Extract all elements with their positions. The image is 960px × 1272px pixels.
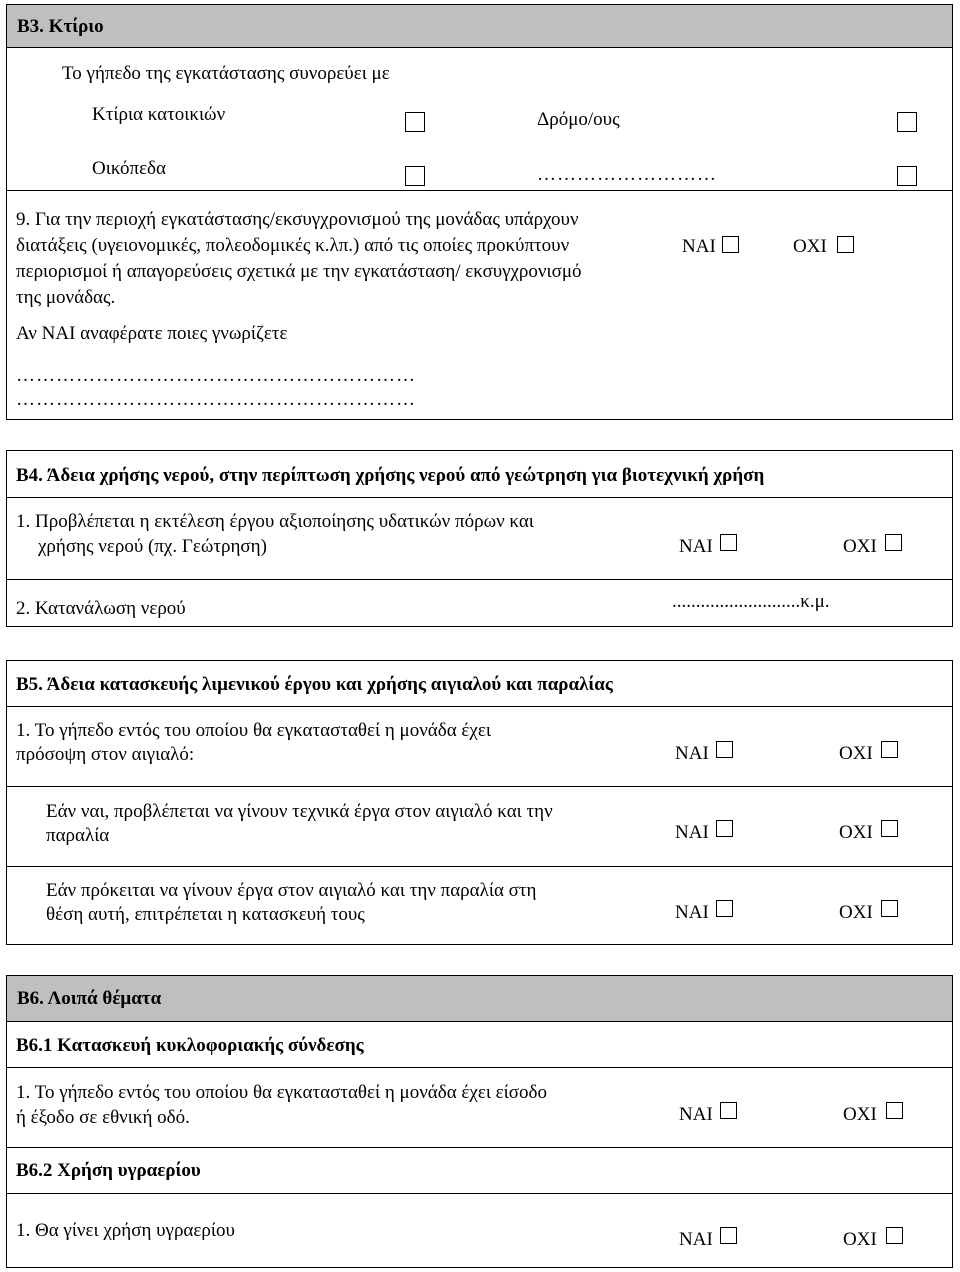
b5-q1-no-label: ΟΧΙ (839, 743, 873, 764)
b4-q2: 2. Κατανάλωση νερού (16, 598, 186, 619)
b5-divider (6, 706, 953, 707)
opt-plots-label: Οικόπεδα (92, 158, 166, 179)
b5-divider-3 (6, 866, 953, 867)
section-b6-header (6, 975, 953, 1022)
b5-q2-line1: Εάν ναι, προβλέπεται να γίνουν τεχνικά έργα στον αιγιαλό και την (46, 801, 553, 822)
b6-1-yes-label: ΝΑΙ (679, 1104, 713, 1125)
b6-divider-1 (6, 1067, 953, 1068)
b6-2-no-label: ΟΧΙ (843, 1229, 877, 1250)
section-b6-title: Β6. Λοιπά θέματα (17, 988, 162, 1009)
b5-q1-line1: 1. Το γήπεδο εντός του οποίου θα εγκατασταθεί η μονάδα έχει (16, 720, 491, 741)
b6-2-q: 1. Θα γίνει χρήση υγραερίου (16, 1220, 235, 1241)
b4-divider (6, 497, 953, 498)
b5-q3-no-checkbox[interactable] (881, 900, 898, 917)
b5-q2-yes-label: ΝΑΙ (675, 822, 709, 843)
section-b3-title: Β3. Κτίριο (17, 16, 104, 37)
opt-other-checkbox[interactable] (897, 166, 917, 186)
b5-q1-no-checkbox[interactable] (881, 741, 898, 758)
b6-divider-3 (6, 1193, 953, 1194)
b4-q1-yes-checkbox[interactable] (720, 534, 737, 551)
b6-1-yes-checkbox[interactable] (720, 1102, 737, 1119)
b3-q9-yes-checkbox[interactable] (722, 236, 739, 253)
opt-other-dots[interactable]: ……………………… (537, 164, 717, 185)
b3-q9-if-yes: Αν ΝΑΙ αναφέρατε ποιες γνωρίζετε (16, 323, 288, 344)
opt-residential-label: Κτίρια κατοικιών (92, 104, 226, 125)
b6-2-no-checkbox[interactable] (886, 1227, 903, 1244)
b6-2-yes-checkbox[interactable] (720, 1227, 737, 1244)
b3-q9-no-checkbox[interactable] (837, 236, 854, 253)
b4-q1-no-checkbox[interactable] (885, 534, 902, 551)
b4-q1-yes-label: ΝΑΙ (679, 536, 713, 557)
b5-q3-yes-checkbox[interactable] (716, 900, 733, 917)
b4-q1-no-label: ΟΧΙ (843, 536, 877, 557)
b5-q3-line1: Εάν πρόκειται να γίνουν έργα στον αιγιαλό και την παραλία στη (46, 880, 537, 901)
b5-q3-yes-label: ΝΑΙ (675, 902, 709, 923)
b3-q9-answer-line1[interactable]: …………………………………………………… (16, 365, 416, 386)
b6-1-no-label: ΟΧΙ (843, 1104, 877, 1125)
b3-q9-line3: περιορισμοί ή απαγορεύσεις σχετικά με την εγκατάσταση/ εκσυγχρονισμό (16, 261, 582, 282)
b6-2-yes-label: ΝΑΙ (679, 1229, 713, 1250)
section-b4-title: Β4. Άδεια χρήσης νερού, στην περίπτωση χρήσης νερού από γεώτρηση για βιοτεχνική χρήση (16, 465, 765, 486)
b3-intro: Το γήπεδο της εγκατάστασης συνορεύει με (62, 63, 390, 84)
b5-q2-yes-checkbox[interactable] (716, 820, 733, 837)
b4-q1-line2: χρήσης νερού (πχ. Γεώτρηση) (38, 536, 267, 557)
opt-road-label: Δρόμο/ους (537, 109, 620, 130)
opt-road-checkbox[interactable] (897, 112, 917, 132)
opt-residential-checkbox[interactable] (405, 112, 425, 132)
section-b3-header (6, 4, 953, 48)
b5-q2-no-label: ΟΧΙ (839, 822, 873, 843)
b4-divider-2 (6, 579, 953, 580)
b5-q3-line2: θέση αυτή, επιτρέπεται η κατασκευή τους (46, 904, 365, 925)
b3-q9-line1: 9. Για την περιοχή εγκατάστασης/εκσυγχρονισμού της μονάδας υπάρχουν (16, 209, 579, 230)
b3-q9-yes-label: ΝΑΙ (682, 236, 716, 257)
b4-q2-unit[interactable]: ...........................κ.μ. (672, 591, 830, 612)
b5-q1-yes-label: ΝΑΙ (675, 743, 709, 764)
b5-q2-line2: παραλία (46, 825, 110, 846)
b5-q1-yes-checkbox[interactable] (716, 741, 733, 758)
b6-divider-2 (6, 1147, 953, 1148)
b6-2-title: Β6.2 Χρήση υγραερίου (16, 1160, 201, 1181)
b5-q3-no-label: ΟΧΙ (839, 902, 873, 923)
b5-q1-line2: πρόσοψη στον αιγιαλό: (16, 744, 195, 765)
opt-plots-checkbox[interactable] (405, 166, 425, 186)
b6-1-q-line1: 1. Το γήπεδο εντός του οποίου θα εγκατασταθεί η μονάδα έχει είσοδο (16, 1082, 547, 1103)
section-b5-title: Β5. Άδεια κατασκευής λιμενικού έργου και χρήσης αιγιαλού και παραλίας (16, 674, 613, 695)
b6-1-no-checkbox[interactable] (886, 1102, 903, 1119)
b5-divider-2 (6, 786, 953, 787)
b6-1-title: Β6.1 Κατασκευή κυκλοφοριακής σύνδεσης (16, 1035, 364, 1056)
b3-q9-line2: διατάξεις (υγειονομικές, πολεοδομικές κ.λπ.) από τις οποίες προκύπτουν (16, 235, 570, 256)
b3-q9-line4: της μονάδας. (16, 287, 116, 308)
b3-q9-answer-line2[interactable]: …………………………………………………… (16, 389, 416, 410)
b4-q1-line1: 1. Προβλέπεται η εκτέλεση έργου αξιοποίησης υδατικών πόρων και (16, 511, 534, 532)
b5-q2-no-checkbox[interactable] (881, 820, 898, 837)
b3-q9-no-label: ΟΧΙ (793, 236, 827, 257)
b6-1-q-line2: ή έξοδο σε εθνική οδό. (16, 1107, 190, 1128)
